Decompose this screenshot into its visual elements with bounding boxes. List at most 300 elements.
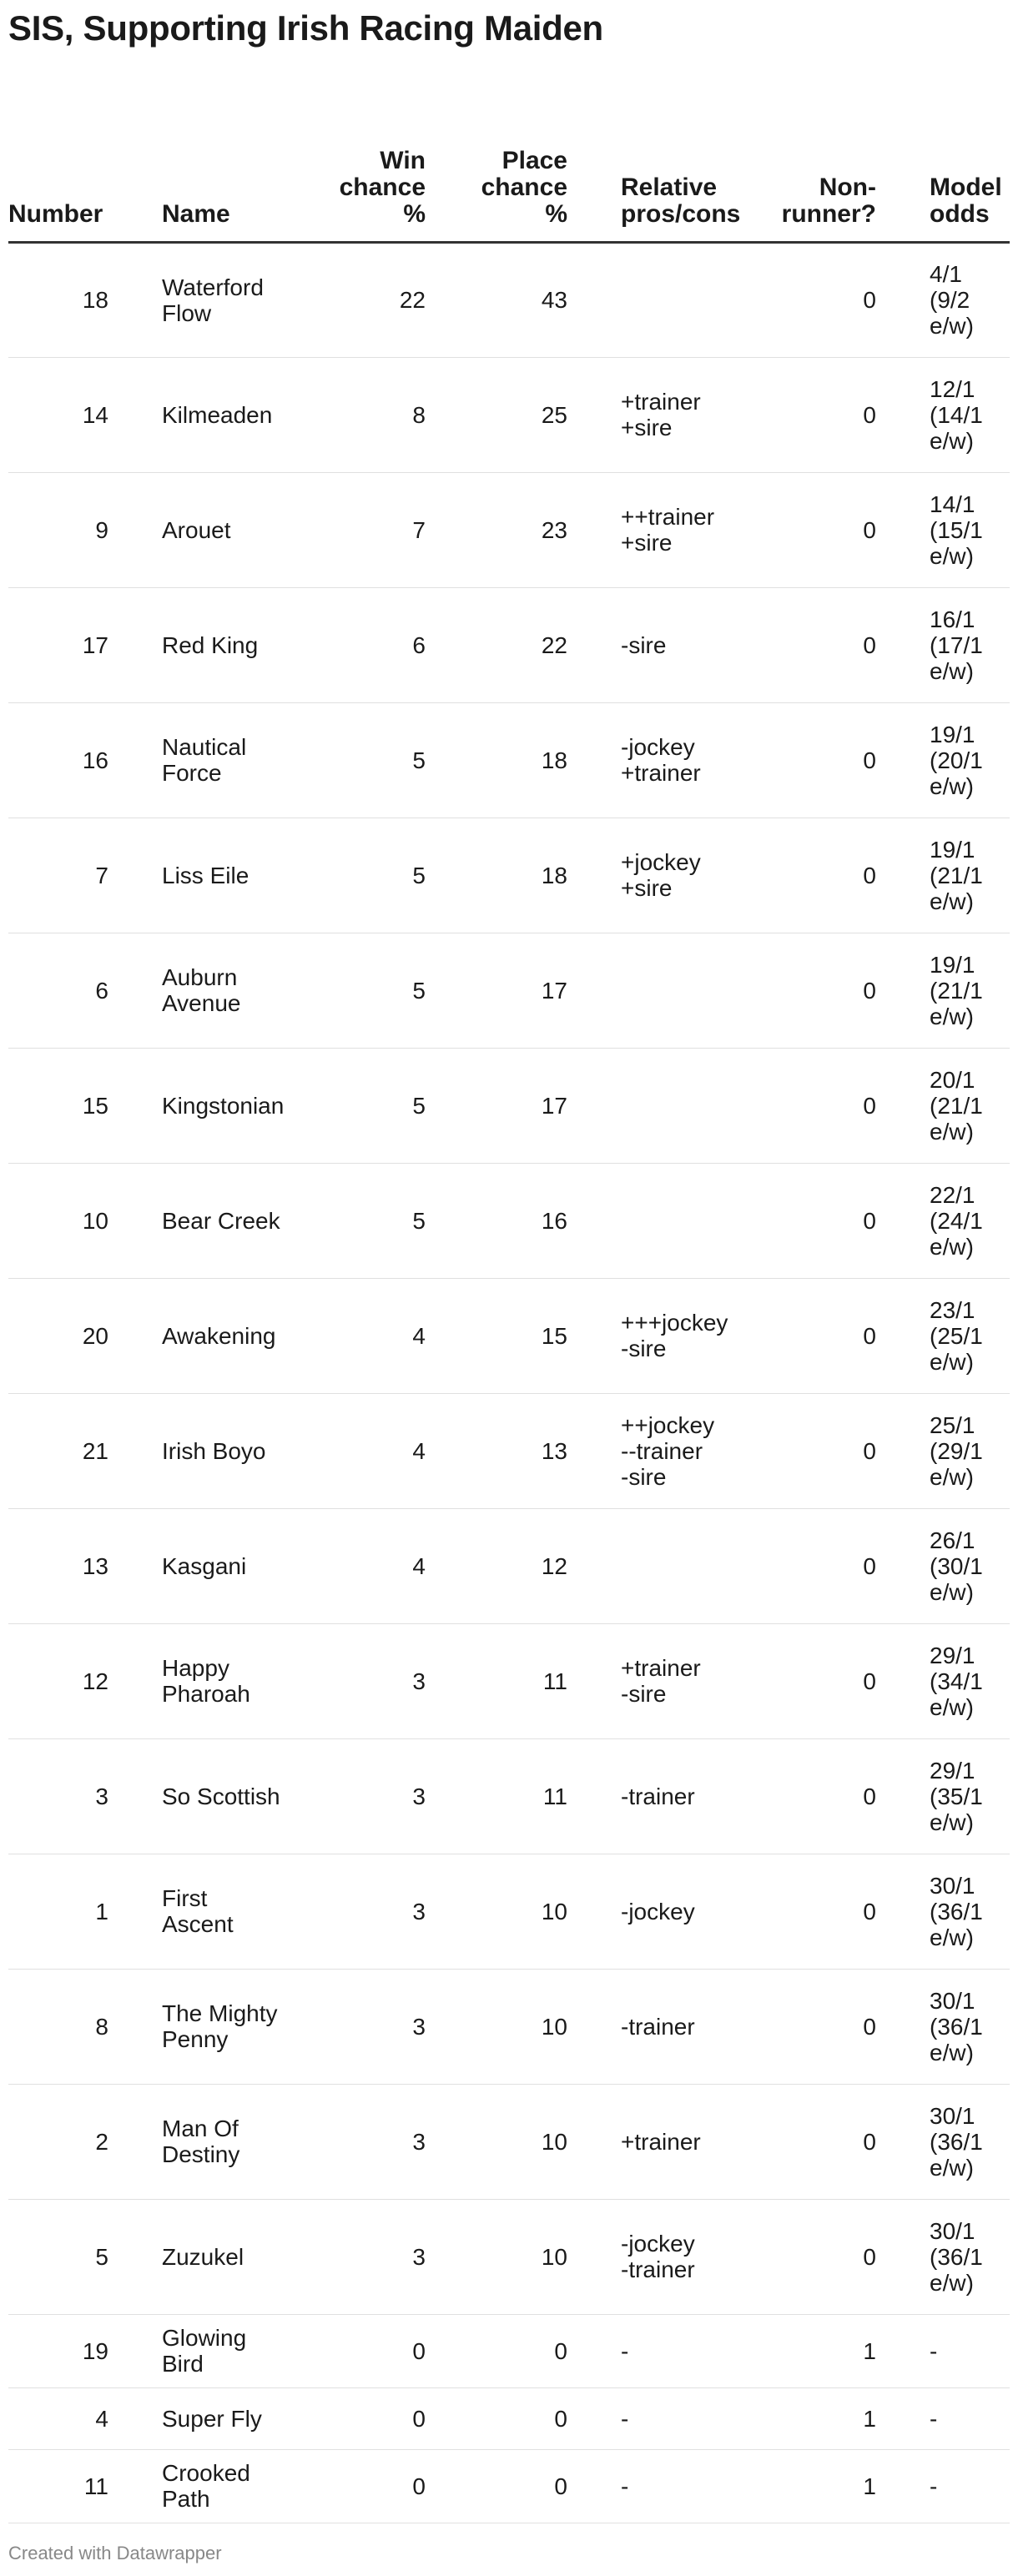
column-header-non-runner[interactable]: Non- runner?: [726, 92, 876, 242]
cell-relative-text: -jockey: [621, 1898, 695, 1924]
cell-non-runner: [726, 1278, 876, 1393]
cell-model-odds: [876, 1508, 1010, 1623]
cell-win-chance: [309, 1163, 426, 1278]
cell-win-chance-text: 3: [412, 1898, 426, 1924]
cell-model-odds-text: 16/1 (17/1 e/w): [930, 606, 983, 684]
table-row: [8, 702, 1010, 818]
cell-non-runner: [726, 933, 876, 1048]
cell-relative: [567, 1623, 726, 1738]
cell-number-text: 21: [82, 1437, 108, 1464]
table-row: [8, 1969, 1010, 2084]
cell-name: [142, 1508, 309, 1623]
cell-name: [142, 2199, 309, 2314]
cell-place-chance-text: 43: [541, 287, 567, 313]
cell-place-chance-text: 0: [554, 2473, 567, 2499]
table-row: [8, 933, 1010, 1048]
cell-name: [142, 702, 309, 818]
cell-number-text: 18: [82, 287, 108, 313]
cell-win-chance-text: 0: [412, 2473, 426, 2499]
cell-number-text: 20: [82, 1322, 108, 1349]
cell-relative-text: ++jockey --trainer -sire: [621, 1411, 715, 1490]
cell-place-chance: [426, 1508, 567, 1623]
cell-model-odds: [876, 2084, 1010, 2199]
cell-model-odds: [876, 1623, 1010, 1738]
cell-relative: [567, 242, 726, 357]
cell-model-odds-text: 30/1 (36/1 e/w): [930, 1872, 983, 1950]
cell-name-text: Super Fly: [162, 2405, 262, 2432]
cell-number: [8, 933, 142, 1048]
cell-name: [142, 2314, 309, 2387]
cell-non-runner: [726, 472, 876, 587]
table-row: [8, 2387, 1010, 2449]
cell-non-runner-text: 1: [863, 2473, 876, 2499]
cell-name-text: Waterford Flow: [162, 274, 264, 326]
cell-name: [142, 1393, 309, 1508]
cell-win-chance: [309, 242, 426, 357]
cell-model-odds: [876, 1969, 1010, 2084]
cell-win-chance: [309, 1623, 426, 1738]
cell-model-odds: [876, 357, 1010, 472]
cell-model-odds-text: 26/1 (30/1 e/w): [930, 1527, 983, 1605]
cell-name-text: Kingstonian: [162, 1092, 285, 1119]
cell-non-runner: [726, 242, 876, 357]
cell-non-runner-text: 0: [863, 1322, 876, 1349]
column-header-relative[interactable]: Relative pros/cons: [567, 92, 726, 242]
cell-place-chance: [426, 1854, 567, 1969]
cell-name: [142, 2387, 309, 2449]
cell-name-text: Kasgani: [162, 1552, 247, 1579]
table-row: [8, 1278, 1010, 1393]
cell-name-text: The Mighty Penny: [162, 2000, 278, 2052]
cell-number: [8, 2314, 142, 2387]
cell-model-odds-text: 25/1 (29/1 e/w): [930, 1411, 983, 1490]
cell-win-chance: [309, 1738, 426, 1854]
cell-win-chance: [309, 1278, 426, 1393]
cell-place-chance-text: 12: [541, 1552, 567, 1579]
cell-number-text: 3: [95, 1783, 108, 1809]
cell-model-odds-text: -: [930, 2337, 938, 2364]
cell-place-chance-text: 22: [541, 631, 567, 658]
cell-name: [142, 1623, 309, 1738]
cell-relative: [567, 2084, 726, 2199]
table-row: [8, 587, 1010, 702]
cell-non-runner: [726, 1623, 876, 1738]
cell-model-odds: [876, 472, 1010, 587]
column-header-place-chance[interactable]: Place chance %: [426, 92, 567, 242]
cell-model-odds-text: 29/1 (34/1 e/w): [930, 1642, 983, 1720]
cell-place-chance-text: 10: [541, 1898, 567, 1924]
cell-place-chance: [426, 2084, 567, 2199]
cell-place-chance: [426, 2449, 567, 2523]
cell-number-text: 5: [95, 2243, 108, 2270]
cell-number: [8, 1278, 142, 1393]
cell-place-chance: [426, 2314, 567, 2387]
cell-non-runner-text: 0: [863, 1552, 876, 1579]
cell-number: [8, 1048, 142, 1163]
cell-place-chance-text: 10: [541, 2013, 567, 2040]
cell-win-chance-text: 8: [412, 401, 426, 428]
cell-model-odds: [876, 1048, 1010, 1163]
cell-name: [142, 1738, 309, 1854]
cell-non-runner-text: 0: [863, 287, 876, 313]
cell-name: [142, 2084, 309, 2199]
cell-model-odds: [876, 1854, 1010, 1969]
cell-place-chance: [426, 472, 567, 587]
cell-place-chance: [426, 1623, 567, 1738]
cell-place-chance: [426, 933, 567, 1048]
footer-credit: Created with Datawrapper: [8, 2543, 222, 2563]
cell-number: [8, 2449, 142, 2523]
cell-model-odds-text: 4/1 (9/2 e/w): [930, 261, 974, 339]
cell-win-chance: [309, 933, 426, 1048]
cell-number: [8, 2199, 142, 2314]
cell-relative-text: -trainer: [621, 2013, 695, 2040]
cell-win-chance-text: 3: [412, 2243, 426, 2270]
cell-model-odds-text: 30/1 (36/1 e/w): [930, 1987, 983, 2065]
cell-win-chance: [309, 2387, 426, 2449]
cell-relative: [567, 2314, 726, 2387]
cell-number-text: 12: [82, 1668, 108, 1694]
cell-non-runner-text: 0: [863, 1092, 876, 1119]
cell-non-runner: [726, 1048, 876, 1163]
cell-non-runner-text: 0: [863, 401, 876, 428]
column-header-number[interactable]: Number: [8, 92, 142, 242]
cell-name-text: Auburn Avenue: [162, 964, 241, 1016]
cell-place-chance-text: 11: [542, 1668, 567, 1694]
cell-name-text: Liss Eile: [162, 862, 249, 888]
cell-win-chance: [309, 357, 426, 472]
cell-model-odds: [876, 2449, 1010, 2523]
cell-relative-text: +trainer: [621, 2128, 701, 2155]
cell-win-chance: [309, 2449, 426, 2523]
cell-number-text: 4: [95, 2405, 108, 2432]
cell-win-chance: [309, 1854, 426, 1969]
cell-relative: [567, 1278, 726, 1393]
cell-place-chance: [426, 242, 567, 357]
table-row: [8, 2314, 1010, 2387]
cell-name: [142, 1969, 309, 2084]
cell-non-runner: [726, 702, 876, 818]
cell-number: [8, 2387, 142, 2449]
cell-win-chance-text: 4: [412, 1552, 426, 1579]
cell-number-text: 17: [82, 631, 108, 658]
cell-relative: [567, 1163, 726, 1278]
cell-relative: [567, 2449, 726, 2523]
column-header-name[interactable]: Name: [142, 92, 309, 242]
cell-name-text: Red King: [162, 631, 259, 658]
cell-place-chance: [426, 702, 567, 818]
cell-non-runner: [726, 357, 876, 472]
cell-relative: [567, 1738, 726, 1854]
cell-non-runner: [726, 1969, 876, 2084]
table-row: [8, 1738, 1010, 1854]
cell-non-runner: [726, 1163, 876, 1278]
cell-place-chance-text: 0: [554, 2405, 567, 2432]
cell-relative-text: -jockey -trainer: [621, 2231, 695, 2282]
cell-model-odds-text: 30/1 (36/1 e/w): [930, 2102, 983, 2181]
table-header: [8, 92, 1010, 242]
column-header-win-chance[interactable]: Win chance %: [309, 92, 426, 242]
race-table-container: [8, 92, 1010, 2523]
cell-model-odds-text: 20/1 (21/1 e/w): [930, 1066, 983, 1145]
cell-number-text: 13: [82, 1552, 108, 1579]
cell-non-runner-text: 0: [863, 1207, 876, 1234]
cell-win-chance: [309, 587, 426, 702]
cell-name-text: Bear Creek: [162, 1207, 280, 1234]
cell-place-chance-text: 18: [541, 862, 567, 888]
cell-name: [142, 357, 309, 472]
cell-name-text: Happy Pharoah: [162, 1655, 250, 1707]
cell-name: [142, 1048, 309, 1163]
cell-name-text: Awakening: [162, 1322, 276, 1349]
cell-non-runner-text: 1: [863, 2405, 876, 2432]
cell-non-runner-text: 0: [863, 862, 876, 888]
cell-name-text: Glowing Bird: [162, 2325, 247, 2377]
cell-win-chance-text: 3: [412, 1783, 426, 1809]
cell-place-chance: [426, 1278, 567, 1393]
cell-model-odds-text: 19/1 (21/1 e/w): [930, 951, 983, 1029]
cell-number: [8, 1969, 142, 2084]
cell-number-text: 10: [82, 1207, 108, 1234]
cell-place-chance-text: 17: [541, 1092, 567, 1119]
cell-name-text: Man Of Destiny: [162, 2116, 240, 2167]
cell-name: [142, 587, 309, 702]
cell-win-chance: [309, 1048, 426, 1163]
cell-non-runner-text: 1: [863, 2337, 876, 2364]
cell-non-runner: [726, 2199, 876, 2314]
cell-place-chance-text: 16: [541, 1207, 567, 1234]
cell-name: [142, 1278, 309, 1393]
table-row: [8, 472, 1010, 587]
cell-model-odds: [876, 2387, 1010, 2449]
cell-number-text: 2: [95, 2128, 108, 2155]
cell-relative-text: -: [621, 2337, 629, 2364]
cell-number-text: 14: [82, 401, 108, 428]
table-row: [8, 2084, 1010, 2199]
table-row: [8, 1508, 1010, 1623]
cell-name-text: Arouet: [162, 516, 231, 543]
cell-number: [8, 1393, 142, 1508]
cell-place-chance-text: 0: [554, 2337, 567, 2364]
cell-win-chance-text: 5: [412, 1092, 426, 1119]
cell-name-text: Nautical Force: [162, 734, 247, 786]
cell-non-runner-text: 0: [863, 747, 876, 773]
cell-place-chance-text: 10: [541, 2128, 567, 2155]
cell-model-odds: [876, 2199, 1010, 2314]
cell-number-text: 9: [95, 516, 108, 543]
cell-non-runner: [726, 1854, 876, 1969]
cell-win-chance-text: 3: [412, 2013, 426, 2040]
cell-place-chance-text: 13: [541, 1437, 567, 1464]
cell-non-runner-text: 0: [863, 1898, 876, 1924]
cell-place-chance-text: 11: [542, 1783, 567, 1809]
cell-relative: [567, 818, 726, 933]
cell-relative: [567, 587, 726, 702]
table-row: [8, 1048, 1010, 1163]
cell-non-runner: [726, 2084, 876, 2199]
cell-win-chance-text: 0: [412, 2405, 426, 2432]
cell-relative: [567, 1969, 726, 2084]
cell-relative-text: +trainer -sire: [621, 1655, 701, 1707]
header-row: [8, 92, 1010, 242]
cell-non-runner-text: 0: [863, 2128, 876, 2155]
cell-number: [8, 1623, 142, 1738]
cell-number: [8, 1163, 142, 1278]
cell-non-runner-text: 0: [863, 2013, 876, 2040]
cell-relative: [567, 702, 726, 818]
table-row: [8, 2199, 1010, 2314]
cell-non-runner: [726, 2314, 876, 2387]
cell-number-text: 6: [95, 977, 108, 1004]
cell-win-chance: [309, 2084, 426, 2199]
cell-non-runner: [726, 2387, 876, 2449]
cell-non-runner: [726, 1738, 876, 1854]
cell-non-runner: [726, 2449, 876, 2523]
cell-non-runner: [726, 818, 876, 933]
cell-model-odds: [876, 1738, 1010, 1854]
cell-non-runner-text: 0: [863, 977, 876, 1004]
cell-number: [8, 472, 142, 587]
cell-number: [8, 1854, 142, 1969]
cell-relative-text: -: [621, 2473, 629, 2499]
cell-number: [8, 1738, 142, 1854]
cell-win-chance: [309, 2199, 426, 2314]
cell-win-chance-text: 5: [412, 977, 426, 1004]
cell-model-odds-text: 12/1 (14/1 e/w): [930, 375, 983, 454]
cell-place-chance-text: 17: [541, 977, 567, 1004]
cell-win-chance-text: 5: [412, 1207, 426, 1234]
cell-place-chance: [426, 1969, 567, 2084]
cell-place-chance: [426, 1048, 567, 1163]
cell-name-text: First Ascent: [162, 1885, 234, 1937]
table-row: [8, 242, 1010, 357]
cell-win-chance: [309, 1969, 426, 2084]
cell-win-chance: [309, 1393, 426, 1508]
cell-model-odds: [876, 933, 1010, 1048]
cell-number-text: 11: [83, 2473, 108, 2499]
cell-relative-text: +++jockey -sire: [621, 1310, 728, 1361]
cell-non-runner-text: 0: [863, 1437, 876, 1464]
table-row: [8, 1163, 1010, 1278]
cell-name: [142, 2449, 309, 2523]
cell-model-odds: [876, 2314, 1010, 2387]
cell-win-chance: [309, 702, 426, 818]
cell-model-odds: [876, 587, 1010, 702]
cell-relative: [567, 933, 726, 1048]
cell-number: [8, 2084, 142, 2199]
cell-model-odds: [876, 702, 1010, 818]
cell-name: [142, 472, 309, 587]
cell-place-chance: [426, 587, 567, 702]
table-row: [8, 357, 1010, 472]
cell-name-text: Crooked Path: [162, 2460, 250, 2512]
cell-relative: [567, 1048, 726, 1163]
cell-win-chance: [309, 2314, 426, 2387]
cell-win-chance: [309, 472, 426, 587]
cell-place-chance: [426, 1738, 567, 1854]
cell-name: [142, 818, 309, 933]
cell-model-odds-text: 29/1 (35/1 e/w): [930, 1757, 983, 1835]
table-body: [8, 242, 1010, 2523]
cell-name: [142, 242, 309, 357]
cell-relative: [567, 1508, 726, 1623]
cell-model-odds-text: 14/1 (15/1 e/w): [930, 491, 983, 569]
cell-name-text: Zuzukel: [162, 2243, 244, 2270]
cell-non-runner-text: 0: [863, 1668, 876, 1694]
cell-number-text: 15: [82, 1092, 108, 1119]
cell-model-odds-text: 22/1 (24/1 e/w): [930, 1181, 983, 1260]
cell-model-odds: [876, 1393, 1010, 1508]
cell-name: [142, 933, 309, 1048]
cell-win-chance-text: 3: [412, 1668, 426, 1694]
cell-win-chance-text: 0: [412, 2337, 426, 2364]
cell-place-chance-text: 25: [541, 401, 567, 428]
cell-non-runner-text: 0: [863, 2243, 876, 2270]
cell-non-runner-text: 0: [863, 631, 876, 658]
cell-name: [142, 1854, 309, 1969]
cell-model-odds-text: -: [930, 2405, 938, 2432]
cell-win-chance: [309, 818, 426, 933]
cell-model-odds-text: 19/1 (20/1 e/w): [930, 721, 983, 799]
table-row: [8, 1393, 1010, 1508]
cell-place-chance-text: 15: [541, 1322, 567, 1349]
cell-number: [8, 818, 142, 933]
cell-relative: [567, 357, 726, 472]
cell-win-chance-text: 4: [412, 1322, 426, 1349]
cell-model-odds: [876, 1163, 1010, 1278]
cell-number: [8, 1508, 142, 1623]
cell-place-chance: [426, 1393, 567, 1508]
cell-place-chance: [426, 2387, 567, 2449]
cell-number: [8, 242, 142, 357]
cell-model-odds: [876, 818, 1010, 933]
cell-place-chance: [426, 1163, 567, 1278]
cell-place-chance-text: 18: [541, 747, 567, 773]
cell-non-runner: [726, 1393, 876, 1508]
cell-model-odds: [876, 1278, 1010, 1393]
cell-name-text: So Scottish: [162, 1783, 280, 1809]
cell-non-runner: [726, 1508, 876, 1623]
cell-name-text: Kilmeaden: [162, 401, 273, 428]
cell-win-chance-text: 5: [412, 862, 426, 888]
cell-number: [8, 702, 142, 818]
cell-model-odds-text: 23/1 (25/1 e/w): [930, 1296, 983, 1375]
cell-win-chance: [309, 1508, 426, 1623]
cell-win-chance-text: 4: [412, 1437, 426, 1464]
cell-win-chance-text: 6: [412, 631, 426, 658]
table-row: [8, 1623, 1010, 1738]
cell-place-chance-text: 23: [541, 516, 567, 543]
cell-relative: [567, 2199, 726, 2314]
cell-relative-text: -trainer: [621, 1783, 695, 1809]
cell-relative-text: +jockey +sire: [621, 849, 701, 901]
cell-relative: [567, 1393, 726, 1508]
cell-win-chance-text: 5: [412, 747, 426, 773]
cell-number-text: 8: [95, 2013, 108, 2040]
column-header-model-odds[interactable]: Model odds: [876, 92, 1010, 242]
cell-number-text: 19: [82, 2337, 108, 2364]
cell-place-chance: [426, 818, 567, 933]
cell-relative-text: -jockey +trainer: [621, 734, 701, 786]
cell-relative-text: ++trainer +sire: [621, 504, 715, 556]
cell-relative-text: -sire: [621, 631, 667, 658]
cell-non-runner-text: 0: [863, 1783, 876, 1809]
cell-win-chance-text: 7: [412, 516, 426, 543]
cell-relative-text: -: [621, 2405, 629, 2432]
cell-place-chance-text: 10: [541, 2243, 567, 2270]
table-row: [8, 2449, 1010, 2523]
table-row: [8, 818, 1010, 933]
